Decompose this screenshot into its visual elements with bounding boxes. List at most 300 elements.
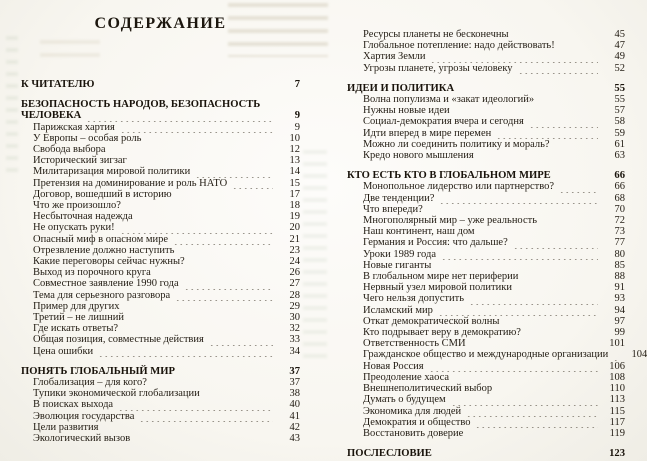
toc-row-line <box>347 249 625 260</box>
page-number: 34 <box>289 345 300 357</box>
toc-label: Внешнеполитический выбор <box>363 383 493 395</box>
toc-label: Глобализация – для кого? <box>33 377 147 389</box>
dot-leader <box>138 411 273 422</box>
toc-label: В поисках выхода <box>33 399 114 411</box>
dot-leader <box>208 335 273 346</box>
toc-label: Наш континент, наш дом <box>363 226 475 238</box>
toc-row-line <box>21 222 300 233</box>
toc-entry <box>347 193 625 204</box>
page-number: 37 <box>289 377 300 389</box>
toc-label: Несбыточная надежда <box>33 211 133 223</box>
toc-row-line <box>21 366 300 377</box>
toc-label: Чего нельзя допустить <box>363 293 465 305</box>
toc-label: ПОСЛЕСЛОВИЕ <box>347 448 432 460</box>
toc-entry <box>21 189 300 200</box>
toc-label: Хартия Земли <box>363 51 426 63</box>
toc-label: Пример для других <box>33 300 120 312</box>
toc-entry <box>347 383 625 394</box>
toc-row-line <box>347 282 625 293</box>
dot-leader <box>538 94 598 105</box>
toc-row-line <box>347 260 625 271</box>
page-number: 10 <box>289 132 300 144</box>
page-number: 12 <box>289 144 300 156</box>
dot-leader <box>194 167 273 178</box>
dot-leader <box>119 122 273 133</box>
page-number: 47 <box>614 40 625 52</box>
toc-entry <box>347 406 625 417</box>
page-number: 30 <box>289 312 300 324</box>
dot-leader <box>231 178 273 189</box>
toc-heading <box>21 79 300 90</box>
toc-entry <box>347 271 625 282</box>
toc-label: ИДЕИ И ПОЛИТИКА <box>347 82 455 94</box>
toc-entry <box>21 377 300 388</box>
toc-entry <box>21 200 300 211</box>
page-number: 27 <box>289 278 300 290</box>
toc-row-line <box>347 116 625 127</box>
toc-label: Исторический зигзаг <box>33 155 127 167</box>
toc-entry <box>347 128 625 139</box>
dot-leader <box>513 29 598 40</box>
page-number: 18 <box>289 200 300 212</box>
toc-entry <box>347 237 625 248</box>
toc-label: Выход из порочного круга <box>33 267 151 279</box>
page-number: 119 <box>609 427 625 439</box>
toc-label: Претензия на доминирование и роль НАТО <box>33 177 228 189</box>
toc-row-line <box>347 128 625 139</box>
toc-row-line <box>347 361 625 372</box>
toc-row-line <box>21 189 300 200</box>
toc-entry <box>21 245 300 256</box>
toc-row-line <box>21 267 300 278</box>
toc-entry <box>347 139 625 150</box>
dot-leader <box>428 361 598 372</box>
toc-label: Кредо нового мышления <box>363 150 474 162</box>
bleedthrough-mark <box>303 150 327 360</box>
toc-row-line <box>347 83 625 94</box>
toc-entry <box>21 256 300 267</box>
page-number: 66 <box>614 170 625 182</box>
toc-heading <box>347 170 625 181</box>
toc-entry <box>21 267 300 278</box>
dot-leader <box>429 52 598 63</box>
dot-leader <box>522 271 598 282</box>
toc-row-line <box>347 428 625 439</box>
page-number: 104 <box>631 349 647 361</box>
dot-leader <box>474 417 598 428</box>
toc-entry <box>21 411 300 422</box>
toc-heading <box>21 99 300 121</box>
toc-row-line <box>21 256 300 267</box>
toc-entry <box>347 105 625 116</box>
dot-leader <box>172 234 273 245</box>
dot-leader <box>117 400 273 411</box>
toc-row-line <box>347 338 625 349</box>
toc-entry <box>347 394 625 405</box>
page-number: 59 <box>614 127 625 139</box>
page-number: 99 <box>614 327 625 339</box>
toc-row-line <box>21 155 300 166</box>
toc-label: Глобальное потепление: надо действовать! <box>363 40 555 52</box>
toc-row-line <box>21 422 300 433</box>
page-number: 7 <box>294 79 300 90</box>
dot-leader <box>183 279 273 290</box>
dot-leader <box>97 346 273 357</box>
dot-leader <box>495 128 598 139</box>
page-number: 13 <box>289 155 300 167</box>
toc-label: ЧЕЛОВЕКА <box>21 110 82 122</box>
toc-row-line <box>21 79 300 90</box>
toc-label: Опасный миф в опасном мире <box>33 233 169 245</box>
page-number: 101 <box>609 338 625 350</box>
dot-leader <box>438 193 598 204</box>
toc-entry <box>347 116 625 127</box>
toc-entry <box>21 433 300 444</box>
page-number: 41 <box>289 410 300 422</box>
dot-leader <box>468 294 598 305</box>
page-number: 29 <box>289 300 300 312</box>
page-number: 26 <box>289 267 300 279</box>
page-number: 21 <box>289 233 300 245</box>
toc-row-line <box>347 226 625 237</box>
toc-row-line <box>21 388 300 399</box>
toc-entry <box>21 222 300 233</box>
dot-leader <box>525 327 598 338</box>
page-number: 33 <box>289 334 300 346</box>
page-number: 115 <box>609 405 625 417</box>
toc-entry <box>347 428 625 439</box>
toc-entry <box>21 301 300 312</box>
toc-entry <box>21 323 300 334</box>
page-number: 55 <box>614 82 625 94</box>
toc-entry <box>21 312 300 323</box>
page-number: 20 <box>289 222 300 234</box>
toc-row-line <box>21 323 300 334</box>
toc-row-line <box>21 278 300 289</box>
toc-row-line <box>21 144 300 155</box>
toc-label: Милитаризация мировой политики <box>33 166 191 178</box>
dot-leader <box>155 267 273 278</box>
toc-row-line <box>21 234 300 245</box>
toc-row-line <box>347 63 625 74</box>
toc-entry <box>347 63 625 74</box>
toc-row-line <box>21 290 300 301</box>
toc-heading <box>347 83 625 94</box>
dot-leader <box>612 350 620 361</box>
page-number: 45 <box>614 29 625 40</box>
toc-label: Уроки 1989 года <box>363 248 436 260</box>
toc-row-line <box>21 200 300 211</box>
dot-leader <box>450 395 598 406</box>
toc-entry <box>21 144 300 155</box>
toc-entry <box>347 305 625 316</box>
toc-label: Социал-демократия вчера и сегодня <box>363 116 524 128</box>
toc-row-line <box>347 139 625 150</box>
toc-entry <box>21 155 300 166</box>
toc-label: Нервный узел мировой политики <box>363 282 512 294</box>
toc-row-line <box>347 383 625 394</box>
page-number: 123 <box>609 448 625 460</box>
toc-label: Тема для серьезного разговора <box>33 289 171 301</box>
toc-label: Парижская хартия <box>33 121 115 133</box>
dot-leader <box>541 215 598 226</box>
toc-entry <box>347 29 625 40</box>
page-number: 106 <box>609 360 625 372</box>
toc-label: ПОНЯТЬ ГЛОБАЛЬНЫЙ МИР <box>21 365 176 377</box>
page-number: 9 <box>294 110 300 122</box>
toc-row-line <box>347 150 625 161</box>
toc-entry <box>347 204 625 215</box>
toc-heading <box>21 366 300 377</box>
dot-leader <box>128 312 273 323</box>
page-number: 57 <box>614 105 625 117</box>
toc-entry <box>347 215 625 226</box>
toc-row-line <box>347 271 625 282</box>
toc-entry <box>21 133 300 144</box>
toc-label: Нужны новые идеи <box>363 105 450 117</box>
dot-leader <box>458 83 598 94</box>
dot-leader <box>85 111 273 122</box>
dot-leader <box>467 428 598 439</box>
page-number: 94 <box>614 304 625 316</box>
page-number: 66 <box>614 181 625 193</box>
toc-label: Свобода выбора <box>33 144 106 156</box>
toc-entry <box>21 122 300 133</box>
toc-label: Тупики экономической глобализации <box>33 388 200 400</box>
toc-label: Эволюция государства <box>33 410 135 422</box>
toc-row-line <box>21 312 300 323</box>
toc-entry <box>347 51 625 62</box>
toc-row-line <box>347 237 625 248</box>
dot-leader <box>151 377 273 388</box>
dot-leader <box>436 448 598 459</box>
dot-leader <box>102 422 273 433</box>
toc-entry <box>347 181 625 192</box>
dot-leader <box>122 323 273 334</box>
toc-entry <box>347 327 625 338</box>
page-number: 93 <box>614 293 625 305</box>
dot-leader <box>465 406 598 417</box>
dot-leader <box>517 63 598 74</box>
toc-row-line <box>347 193 625 204</box>
toc-entry <box>347 249 625 260</box>
toc-entry <box>347 226 625 237</box>
dot-leader <box>503 316 598 327</box>
dot-leader <box>558 182 598 193</box>
dot-leader <box>528 117 598 128</box>
toc-row-line <box>347 51 625 62</box>
toc-label: Общая позиция, совместные действия <box>33 334 204 346</box>
dot-leader <box>470 338 598 349</box>
page-number: 108 <box>609 371 625 383</box>
page-number: 42 <box>289 421 300 433</box>
toc-row-line <box>347 316 625 327</box>
page-number: 43 <box>289 433 300 445</box>
toc-label: Германия и Россия: что дальше? <box>363 237 508 249</box>
toc-label: Что же произошло? <box>33 200 121 212</box>
dot-leader <box>179 366 273 377</box>
page-number: 32 <box>289 323 300 335</box>
dot-leader <box>559 40 598 51</box>
page-number: 52 <box>614 62 625 74</box>
toc-row-line <box>347 215 625 226</box>
toc-entry <box>21 346 300 357</box>
toc-row-line <box>347 406 625 417</box>
toc-entry <box>347 40 625 51</box>
dot-leader <box>555 170 598 181</box>
page-number: 73 <box>614 226 625 238</box>
toc-row-line <box>21 178 300 189</box>
toc-label: Кто подрывает веру в демократию? <box>363 327 521 339</box>
dot-leader <box>98 79 273 90</box>
toc-label: Угрозы планете, угрозы человеку <box>363 62 513 74</box>
toc-label: Цена ошибки <box>33 345 94 357</box>
toc-label: Ресурсы планеты не бесконечны <box>363 29 509 40</box>
toc-entry <box>347 150 625 161</box>
page-number: 110 <box>609 383 625 395</box>
toc-row-line <box>21 245 300 256</box>
page-number: 55 <box>614 94 625 106</box>
page-number: 15 <box>289 177 300 189</box>
dot-leader <box>145 133 273 144</box>
toc-row-line <box>21 211 300 222</box>
toc-entry <box>21 422 300 433</box>
toc-row-line <box>347 305 625 316</box>
toc-entry <box>347 260 625 271</box>
toc-label: Экологический вызов <box>33 433 131 445</box>
dot-leader <box>119 223 273 234</box>
page-number: 63 <box>614 150 625 162</box>
page-number: 80 <box>614 248 625 260</box>
page-number: 37 <box>289 365 300 377</box>
page-number: 49 <box>614 51 625 63</box>
toc-row-line <box>21 166 300 177</box>
dot-leader <box>554 139 598 150</box>
toc-heading <box>347 448 625 459</box>
dot-leader <box>454 105 598 116</box>
toc-entry <box>21 178 300 189</box>
dot-leader <box>131 155 273 166</box>
toc-row-line <box>21 346 300 357</box>
toc-entry <box>347 372 625 383</box>
toc-row-line <box>347 181 625 192</box>
toc-row-line <box>347 105 625 116</box>
dot-leader <box>124 301 273 312</box>
page-number: 38 <box>289 388 300 400</box>
toc-label: В глобальном мире нет периферии <box>363 271 519 283</box>
dot-leader <box>479 226 598 237</box>
dot-leader <box>204 388 273 399</box>
toc-label: Многополярный мир – уже реальность <box>363 215 537 227</box>
toc-column-left <box>21 79 300 444</box>
toc-row-line <box>21 433 300 444</box>
toc-label: Третий – не лишний <box>33 312 124 324</box>
page-number: 88 <box>614 271 625 283</box>
toc-label: Новая Россия <box>363 360 424 372</box>
dot-leader <box>178 245 273 256</box>
toc-row-line <box>21 334 300 345</box>
toc-entry <box>347 338 625 349</box>
dot-leader <box>189 256 273 267</box>
toc-label: Думать о будущем <box>363 394 446 406</box>
toc-label: Идти вперед в мире перемен <box>363 127 492 139</box>
toc-row-line <box>21 399 300 410</box>
toc-row-line <box>347 204 625 215</box>
toc-label: Ответственность СМИ <box>363 338 466 350</box>
page-number: 113 <box>609 394 625 406</box>
toc-row-line <box>347 94 625 105</box>
toc-row-line <box>347 394 625 405</box>
toc-label: Цели развития <box>33 421 99 433</box>
dot-leader <box>496 383 598 394</box>
toc-label: Не опускать руки! <box>33 222 115 234</box>
page-number: 40 <box>289 399 300 411</box>
toc-label: Исламский мир <box>363 304 433 316</box>
page-number: 17 <box>289 188 300 200</box>
toc-label: Преодоление хаоса <box>363 371 450 383</box>
toc-label: Откат демократической волны <box>363 315 500 327</box>
toc-entry <box>347 293 625 304</box>
toc-row-line <box>347 170 625 181</box>
page-number: 72 <box>614 215 625 227</box>
dot-leader <box>453 372 598 383</box>
page-number: 28 <box>289 289 300 301</box>
page-number: 91 <box>614 282 625 294</box>
toc-entry <box>347 94 625 105</box>
page-number: 23 <box>289 244 300 256</box>
toc-label: Гражданское общество и международные организации <box>363 349 609 361</box>
toc-label: Восстановить доверие <box>363 427 464 439</box>
toc-row-line <box>347 349 647 361</box>
toc-row-line <box>21 411 300 422</box>
toc-entry <box>347 316 625 327</box>
page-number: 61 <box>614 138 625 150</box>
toc-entry <box>21 290 300 301</box>
dot-leader <box>440 249 598 260</box>
dot-leader <box>137 211 273 222</box>
toc-label: КТО ЕСТЬ КТО В ГЛОБАЛЬНОМ МИРЕ <box>347 170 551 182</box>
toc-label: Где искать ответы? <box>33 323 119 335</box>
toc-entry <box>21 388 300 399</box>
dot-leader <box>110 144 273 155</box>
page-number: 70 <box>614 203 625 215</box>
page-number: 68 <box>614 192 625 204</box>
dot-leader <box>435 260 598 271</box>
toc-entry <box>21 334 300 345</box>
toc-label: К ЧИТАТЕЛЮ <box>21 79 95 90</box>
toc-row-line <box>21 122 300 133</box>
dot-leader <box>478 150 598 161</box>
toc-entry <box>347 282 625 293</box>
toc-row-line <box>347 448 625 459</box>
page-number: 9 <box>294 121 300 133</box>
page-number: 117 <box>609 416 625 428</box>
dot-leader <box>174 290 273 301</box>
toc-row-line <box>347 293 625 304</box>
toc-label: Отрезвление должно наступить <box>33 244 175 256</box>
toc-row-line <box>347 417 625 428</box>
page-number: 14 <box>289 166 300 178</box>
page-number: 97 <box>614 315 625 327</box>
toc-row-line <box>21 377 300 388</box>
bleedthrough-mark <box>6 36 18 176</box>
dot-leader <box>125 200 273 211</box>
toc-label: Можно ли соединить политику и мораль? <box>363 138 550 150</box>
page-number: 58 <box>614 116 625 128</box>
toc-label: У Европы – особая роль <box>33 132 142 144</box>
toc-row-line <box>21 301 300 312</box>
dot-leader <box>516 282 598 293</box>
